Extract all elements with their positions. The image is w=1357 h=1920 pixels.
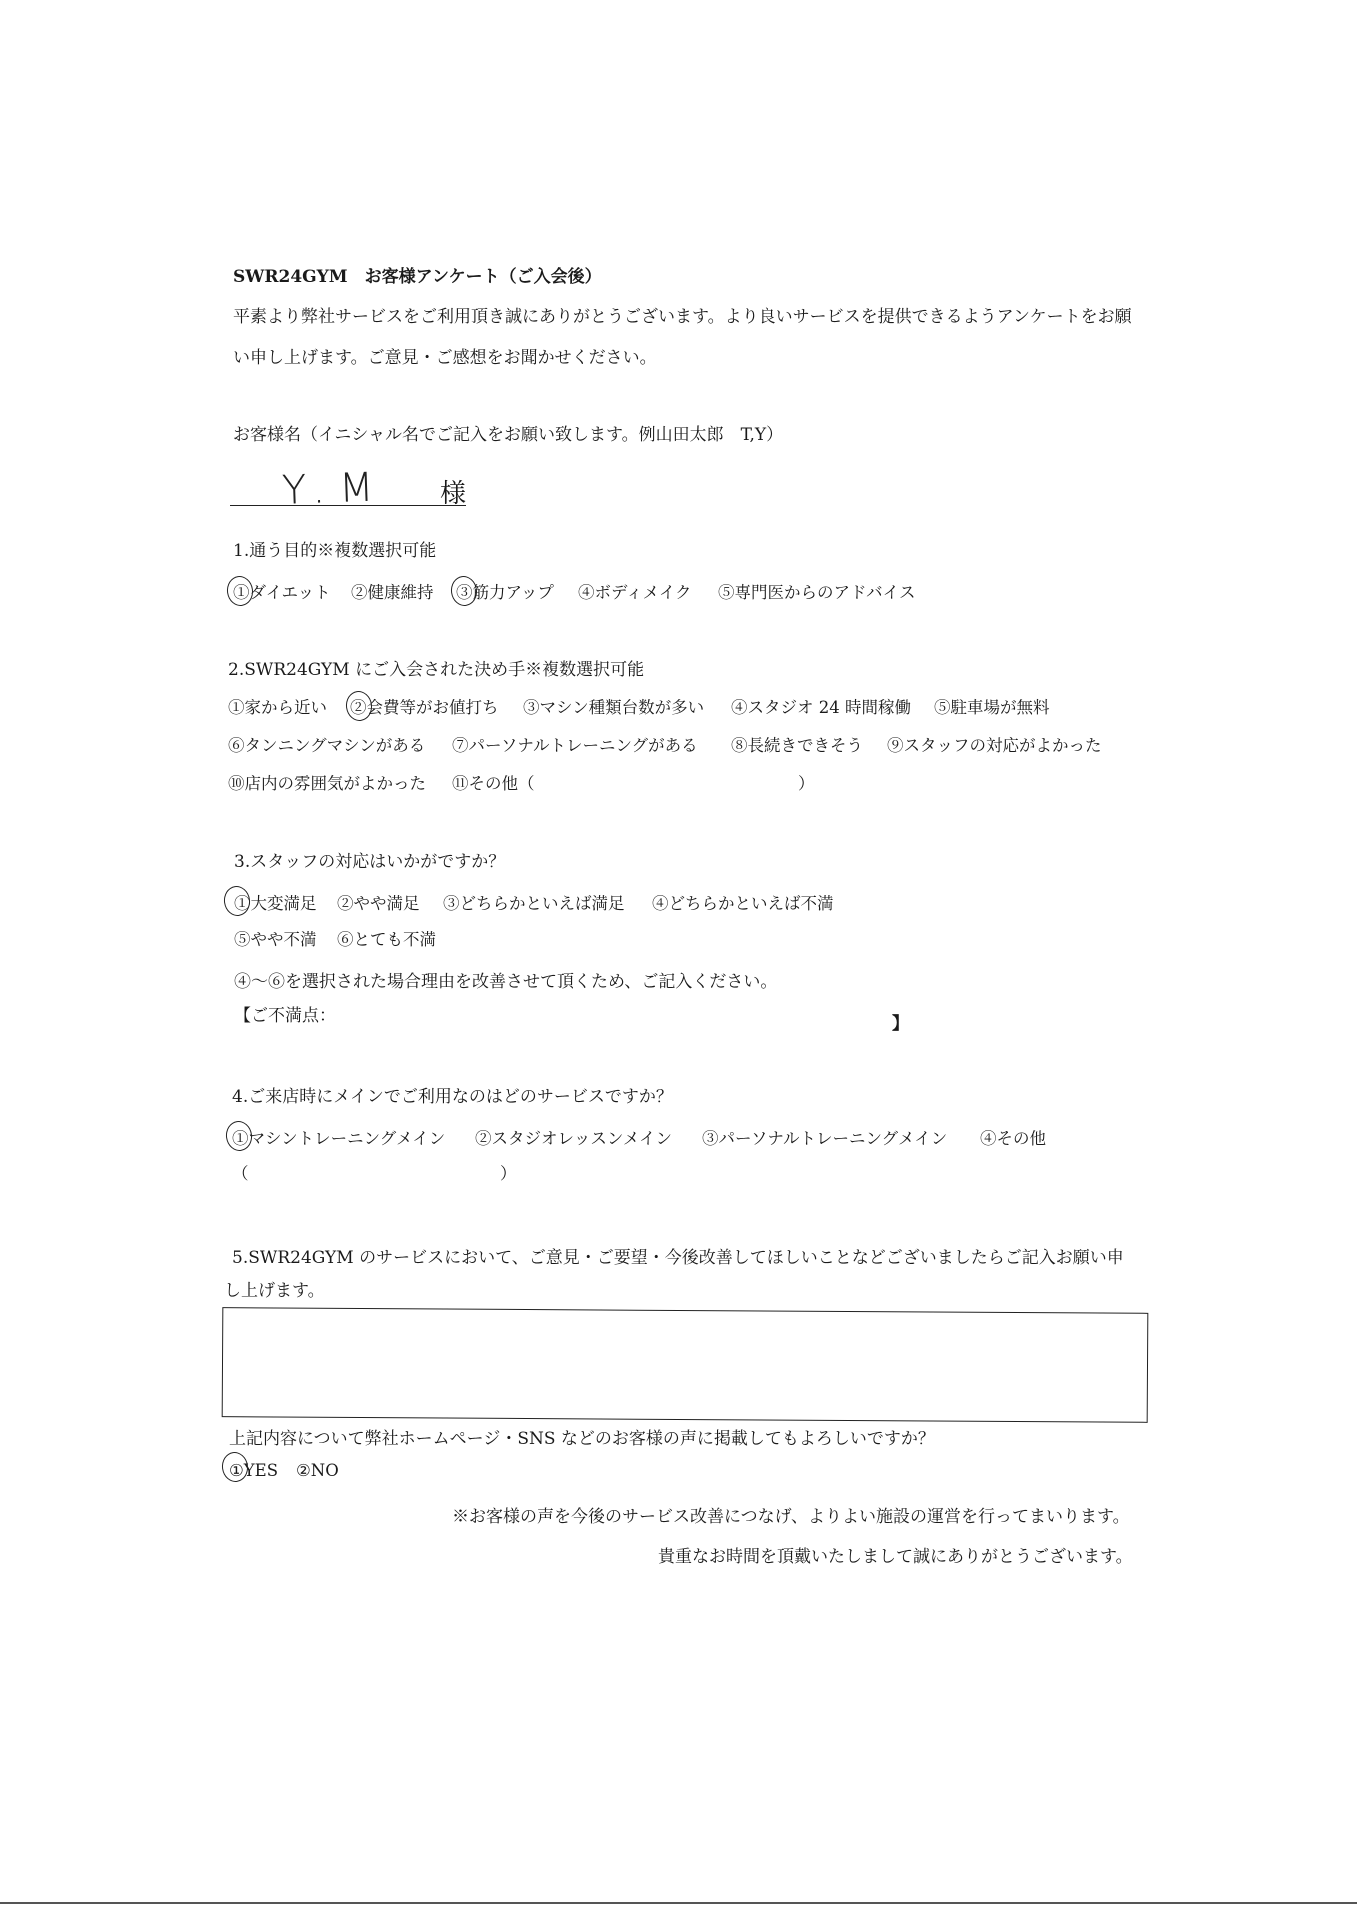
q4-other-input[interactable]	[258, 1163, 488, 1187]
q2-option-4[interactable]: ④スタジオ 24 時間稼働	[731, 698, 911, 717]
q2-option-3[interactable]: ③マシン種類台数が多い	[523, 698, 705, 717]
scan-bottom-edge	[0, 1902, 1357, 1904]
q2-option-6[interactable]: ⑥タンニングマシンがある	[228, 736, 426, 755]
customer-name-label: お客様名（イニシャル名でご記入をお願い致します。例山田太郎 T,Y）	[233, 425, 784, 445]
q5-answer-text	[223, 1308, 1147, 1314]
q4-other-open-paren: （	[232, 1164, 249, 1183]
q3-question: 3.スタッフの対応はいかがですか？	[234, 852, 506, 872]
q2-option-11[interactable]: ⑪その他（	[452, 774, 535, 793]
q4-other-close-paren: ）	[500, 1164, 517, 1183]
q4-option-2[interactable]: ②スタジオレッスンメイン	[475, 1129, 673, 1148]
honorific-sama: 様	[440, 479, 467, 509]
q5-question-line-2: し上げます。	[224, 1281, 325, 1301]
q3-option-6[interactable]: ⑥とても不満	[337, 930, 436, 949]
q3-option-4[interactable]: ④どちらかといえば不満	[652, 894, 834, 913]
q4-option-3[interactable]: ③パーソナルトレーニングメイン	[702, 1129, 948, 1148]
q4-option-4[interactable]: ④その他	[980, 1129, 1046, 1148]
q2-option-9[interactable]: ⑨スタッフの対応がよかった	[887, 736, 1102, 755]
q1-option-1[interactable]: ①ダイエット	[233, 583, 331, 602]
q5-question-line-1: 5.SWR24GYM のサービスにおいて、ご意見・ご要望・今後改善してほしいことなどございましたらご記入お願い申	[232, 1248, 1124, 1268]
footer-note-1: ※お客様の声を今後のサービス改善につなげ、よりよい施設の運営を行ってまいります。	[452, 1507, 1130, 1527]
intro-line-2: い申し上げます。ご意見・ご感想をお聞かせください。	[233, 348, 657, 368]
footer-note-2: 貴重なお時間を頂戴いたしまして誠にありがとうございます。	[658, 1547, 1133, 1567]
q2-option-1[interactable]: ①家から近い	[228, 698, 327, 717]
q3-option-3[interactable]: ③どちらかといえば満足	[443, 894, 625, 913]
q1-option-4[interactable]: ④ボディメイク	[578, 583, 692, 602]
q2-option-5[interactable]: ⑤駐車場が無料	[934, 698, 1050, 717]
intro-line-1: 平素より弊社サービスをご利用頂き誠にありがとうございます。より良いサービスを提供できるようアンケートをお願	[233, 307, 1132, 327]
q3-option-1[interactable]: ①大変満足	[234, 894, 317, 913]
complaint-label: 【ご不満点：	[234, 1006, 336, 1026]
q2-option-7[interactable]: ⑦パーソナルトレーニングがある	[452, 736, 698, 755]
handwritten-customer-initials: Y.M	[281, 464, 389, 514]
complaint-close-bracket: 】	[892, 1014, 909, 1034]
q4-question: 4.ご来店時にメインでご利用なのはどのサービスですか？	[232, 1087, 673, 1107]
survey-title: SWR24GYM お客様アンケート（ご入会後）	[233, 267, 602, 287]
q2-question: 2.SWR24GYM にご入会された決め手※複数選択可能	[228, 660, 645, 680]
q1-option-5[interactable]: ⑤専門医からのアドバイス	[718, 583, 916, 602]
q1-option-2[interactable]: ②健康維持	[351, 583, 434, 602]
q3-option-2[interactable]: ②やや満足	[337, 894, 420, 913]
publish-no-option[interactable]: ②NO	[296, 1461, 339, 1480]
q1-question: 1.通う目的※複数選択可能	[233, 541, 437, 561]
q2-option-8[interactable]: ⑧長続きできそう	[731, 736, 863, 755]
publish-question: 上記内容について弊社ホームページ・SNS などのお客様の声に掲載してもよろしいですか？	[229, 1429, 935, 1449]
q5-comment-box[interactable]	[222, 1307, 1149, 1423]
q3-option-5[interactable]: ⑤やや不満	[234, 930, 317, 949]
name-underline	[230, 505, 466, 506]
publish-yes-option[interactable]: ①YES	[229, 1461, 279, 1480]
q3-note: ④～⑥を選択された場合理由を改善させて頂くため、ご記入ください。	[234, 972, 778, 992]
q4-option-1[interactable]: ①マシントレーニングメイン	[232, 1129, 446, 1148]
q2-option-10[interactable]: ⑩店内の雰囲気がよかった	[228, 774, 426, 793]
q2-option-11-close-paren: ）	[798, 774, 815, 793]
complaint-input-area[interactable]	[350, 1005, 870, 1029]
q2-option-2[interactable]: ②会費等がお値打ち	[350, 698, 499, 717]
q1-option-3[interactable]: ③筋力アップ	[456, 583, 554, 602]
